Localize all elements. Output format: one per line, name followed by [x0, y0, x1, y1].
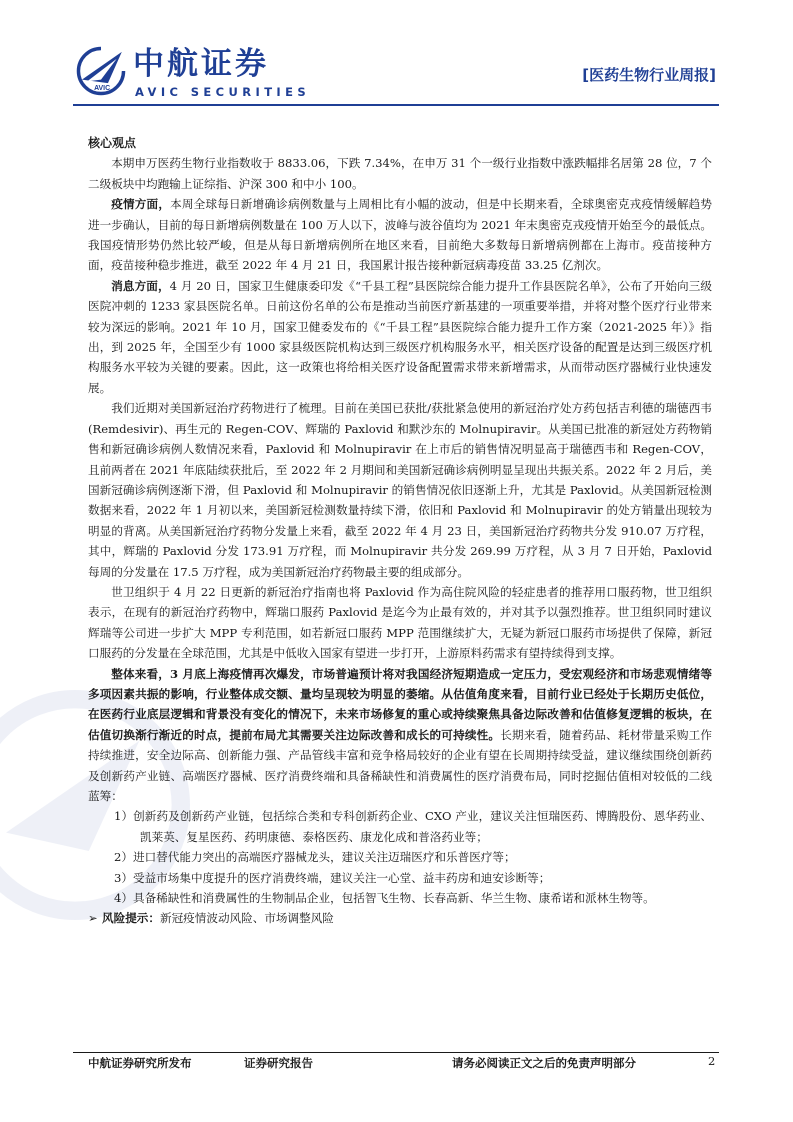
arrow-bullet-icon: ➢: [88, 911, 98, 926]
list-item: 3）受益市场集中度提升的医疗消费终端，建议关注一心堂、益丰药房和迪安诊断等；: [114, 870, 551, 885]
avic-logo-icon: [75, 44, 127, 98]
paragraph-epidemic: 疫情方面，本周全球每日新增确诊病例数量与上周相比有小幅的波动，但是中长期来看，全球奥密克戎疫情缓解趋势进一步确认，目前的每日新增病例数量在 100 万人以下，波峰与波谷值均为 2021 年末奥密克戎疫情开始至今的最低点。我国疫情形势仍然比较严峻，但是从每日新增病例所在地区来看，目前绝大多数每日新增病例都在上海市。疫苗接种方面，疫苗接种稳步推进，截至 2022 年 4 月 21 日，我国累计报告接种新冠病毒疫苗 33.25 亿剂次。: [88, 197, 712, 273]
header-divider: [73, 104, 719, 106]
list-item: 1）创新药及创新药产业链，包括综合类和专科创新药企业、CXO 产业，建议关注恒瑞医药、博腾股份、恩华药业、凯莱英、复星医药、药明康德、泰格医药、康龙化成和普洛药业等；: [114, 809, 712, 844]
list-item: 4）具备稀缺性和消费属性的生物制品企业，包括智飞生物、长春高新、华兰生物、康希诺和派林生物等。: [114, 891, 655, 906]
paragraph-lead: 消息方面，: [111, 278, 170, 293]
footer-divider: [73, 1052, 719, 1053]
recommendation-list: [88, 806, 712, 908]
paragraph-news: 消息方面，4 月 20 日，国家卫生健康委印发《“千县工程”县医院综合能力提升工作县医院名单》，公布了开始向三级医院冲刺的 1233 家县医院名单。日前这份名单的公布是推动当前医疗新基建的一项重要举措，并将对整个医疗行业带来较为深远的影响。2021 年 10 月，国家卫健委发布的《“千县工程”县医院综合能力提升工作方案（2021-2025 年）》指出，到 2025 年，全国至少有 1000 家县级医院机构达到三级医疗机构服务水平，相关医疗设备的配置是达到三级医疗机构服务水平较为关键的要素。因此，这一政策也将给相关医疗设备配置需求带来新增需求，从而带动医疗器械行业快速发展。: [88, 278, 712, 395]
paragraph-who-guideline: 世卫组织于 4 月 22 日更新的新冠治疗指南也将 Paxlovid 作为高住院风险的轻症患者的推荐用口服药物，世卫组织表示，在现有的新冠治疗药物中，辉瑞口服药 Paxlovid 是迄今为止最有效的，并对其予以强烈推荐。世卫组织同时建议辉瑞等公司进一步扩大 MPP 专利范围，如若新冠口服药 MPP 范围继续扩大，无疑为新冠口服药市场提供了保障，新冠口服药的分发量在全球范围，尤其是中低收入国家有望进一步打开，上游原料药需求有望持续得到支撑。: [88, 584, 712, 661]
main-content: [88, 133, 712, 929]
risk-text: 新冠疫情波动风险、市场调整风险: [159, 911, 334, 926]
paragraph-us-covid-drugs: 我们近期对美国新冠治疗药物进行了梳理。目前在美国已获批/获批紧急使用的新冠治疗处方药包括吉利德的瑞德西韦(Remdesivir)、再生元的 Regen-COV、辉瑞的 Paxlovid 和默沙东的 Molnupiravir。从美国已批准的新冠处方药物销售和新冠确诊病例人数情况来看，Paxlovid 和 Molnupiravir 在上市后的销售情况明显高于瑞德西韦和 Regen-COV，且前两者在 2021 年底陆续获批后，至 2022 年 2 月期间和美国新冠确诊病例明显呈现出共振关系。2022 年 2 月后，美国新冠确诊病例逐渐下滑，但 Paxlovid 和 Molnupiravir 的销售情况依旧逐渐上升，尤其是 Paxlovid。从美国新冠检测数据来看，2022 年 1 月初以来，美国新冠检测数量持续下滑，依旧和 Paxlovid 和 Molnupiravir 的处方销量出现较为明显的背离。从美国新冠治疗药物分发量上来看，截至 2022 年 4 月 23 日，美国新冠治疗药物共分发 910.07 万疗程，其中，辉瑞的 Paxlovid 分发 173.91 万疗程，而 Molnupiravir 共分发 269.99 万疗程，从 3 月 7 日开始，Paxlovid 每周的分发量在 17.5 万疗程，成为美国新冠治疗药物最主要的组成部分。: [88, 401, 712, 579]
logo-text: AVIC: [94, 85, 111, 93]
section-title: 核心观点: [88, 136, 137, 150]
footer-publisher: 中航证券研究所发布: [88, 1056, 192, 1070]
risk-warning: [88, 908, 712, 928]
paragraph-lead: 疫情方面，: [111, 197, 171, 212]
page-number: 2: [708, 1054, 716, 1068]
report-type-tag: [医药生物行业周报]: [582, 66, 716, 84]
paragraph-outlook: 整体来看，3 月底上海疫情再次爆发，市场普遍预计将对我国经济短期造成一定压力，受宏观经济和市场悲观情绪等多项因素共振的影响，行业整体成交额、量均呈现较为明显的萎缩。从估值角度来看，目前行业已经处于长期历史低位，在医药行业底层逻辑和背景没有变化的情况下，未来市场修复的重心或持续聚焦具备边际改善和估值修复逻辑的板块，在估值切换渐行渐近的时点，提前布局尤其需要关注边际改善和成长的可持续性。长期来看，随着药品、耗材带量采购工作持续推进，安全边际高、创新能力强、产品管线丰富和竞争格局较好的企业有望在长周期持续受益，建议继续围绕创新药及创新药产业链、高端医疗器械、医疗消费终端和具备稀缺性和消费属性的医疗消费布局，同时挖掘估值相对较低的二线蓝筹：: [88, 666, 712, 803]
page-header: [73, 44, 716, 102]
footer-report-type: 证券研究报告: [244, 1056, 313, 1070]
brand-name-cn: 中航证券: [133, 46, 269, 82]
paragraph-index-performance: 本期申万医药生物行业指数收于 8833.06，下跌 7.34%，在申万 31 个一级行业指数中涨跌幅排名居第 28 位，7 个二级板块中均跑输上证综指、沪深 300 和中小 100。: [88, 156, 712, 191]
brand-name-en: AVIC SECURITIES: [135, 85, 311, 99]
risk-label: 风险提示：: [102, 911, 160, 926]
list-item: 2）进口替代能力突出的高端医疗器械龙头，建议关注迈瑞医疗和乐普医疗等；: [114, 850, 516, 865]
footer-disclaimer: 请务必阅读正文之后的免责声明部分: [452, 1056, 636, 1070]
outlook-bold-text: 整体来看，3 月底上海疫情再次爆发，市场普遍预计将对我国经济短期造成一定压力，受宏观经济和市场悲观情绪等多项因素共振的影响，行业整体成交额、量均呈现较为明显的萎缩。从估值角度来看，目前行业已经处于长期历史低位，在医药行业底层逻辑和背景没有变化的情况下，未来市场修复的重心或持续聚焦具备边际改善和估值修复逻辑的板块，在估值切换渐行渐近的时点，提前布局尤其需要关注边际改善和成长的可持续性。: [88, 666, 712, 742]
